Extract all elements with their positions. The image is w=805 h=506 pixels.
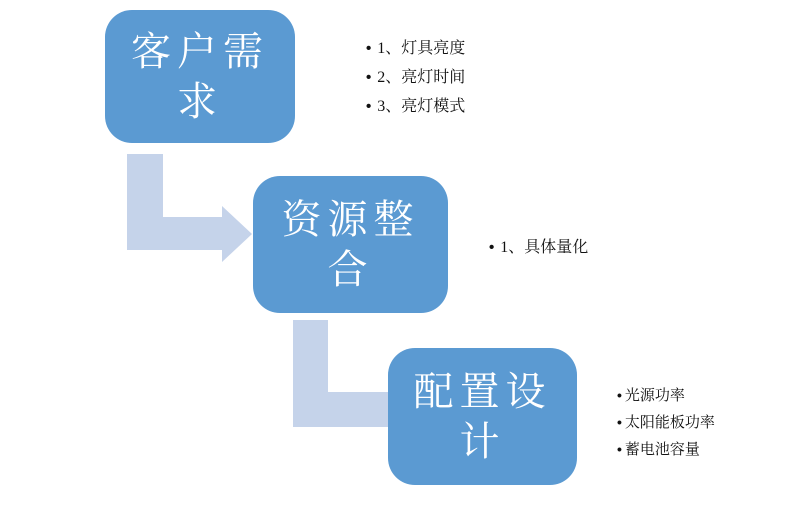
flow-node-resource-integration[interactable] [253, 176, 448, 313]
list-item [617, 436, 715, 463]
bullet-dot-icon: • [617, 387, 622, 403]
list-item [366, 92, 465, 121]
bullet-text: 2、亮灯时间 [377, 69, 466, 86]
list-item [366, 34, 465, 63]
bullet-text: 光源功率 [624, 388, 685, 404]
bullet-dot-icon: • [489, 239, 495, 256]
bullet-dot-icon: • [366, 40, 372, 57]
list-item [617, 409, 715, 436]
bullet-list-configuration-design [617, 382, 715, 463]
elbow-arrow-2 [293, 320, 390, 427]
elbow-arrow-1 [127, 154, 252, 262]
list-item [489, 238, 588, 258]
bullet-text: 1、灯具亮度 [377, 40, 466, 57]
bullet-list-resource-integration [489, 238, 588, 258]
bullet-text: 蓄电池容量 [624, 442, 700, 458]
bullet-text: 3、亮灯模式 [377, 98, 466, 115]
flow-node-configuration-design[interactable] [388, 348, 577, 485]
bullet-dot-icon: • [617, 441, 622, 457]
bullet-dot-icon: • [366, 69, 372, 86]
bullet-text: 1、具体量化 [500, 239, 589, 256]
bullet-dot-icon: • [366, 98, 372, 115]
node-label: 配置设计 [413, 368, 552, 464]
bullet-dot-icon: • [617, 414, 622, 430]
list-item [617, 382, 715, 409]
node-label: 资源整合 [281, 196, 420, 292]
list-item [366, 63, 465, 92]
bullet-list-customer-needs [366, 34, 465, 121]
bullet-text: 太阳能板功率 [624, 415, 715, 431]
node-label: 客户需求 [131, 28, 269, 124]
flow-node-customer-needs[interactable] [105, 10, 295, 143]
